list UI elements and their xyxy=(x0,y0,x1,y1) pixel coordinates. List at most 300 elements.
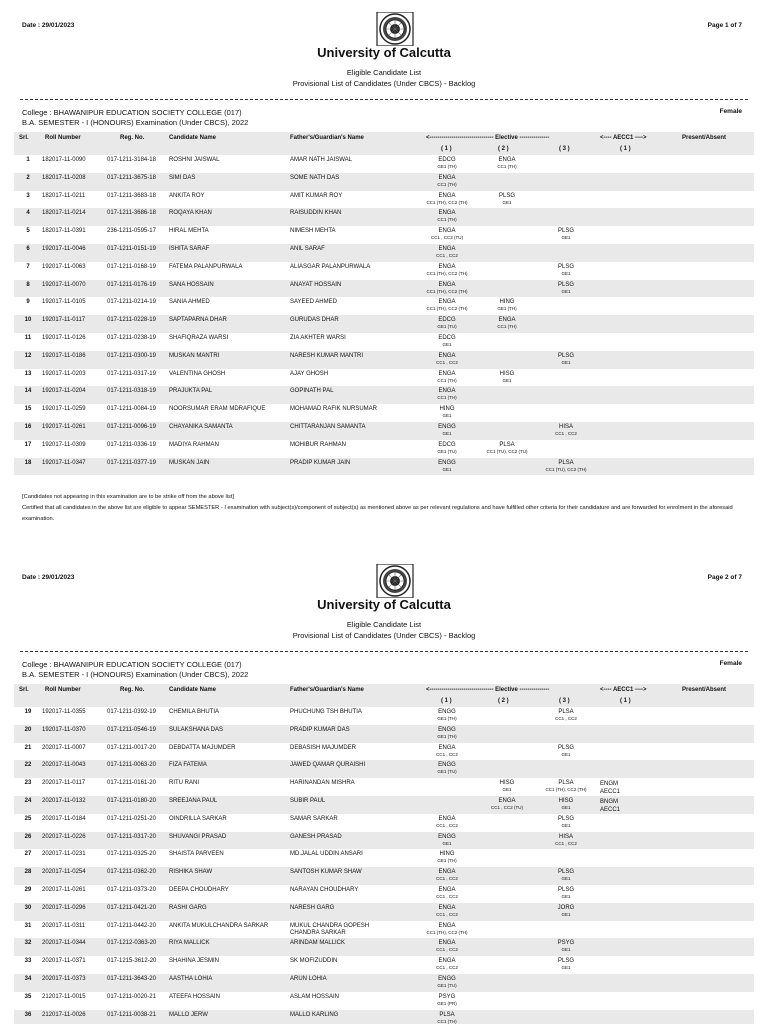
roll-number: 192017-11-0204 xyxy=(42,388,86,395)
elective-3-code: PLSG xyxy=(557,228,574,235)
guardian-name: RAISUDDIN KHAN xyxy=(290,210,342,217)
elective-1-code: ENGA xyxy=(438,192,456,199)
candidate-name: DEEPA CHOUDHARY xyxy=(169,886,229,893)
elective-1-papers: GE1 (TH) xyxy=(437,164,457,169)
registration-number: 017-1211-0373-20 xyxy=(107,886,156,893)
roll-number: 192017-11-0203 xyxy=(42,370,86,377)
elective-1-papers: CC1 (TH) xyxy=(437,395,457,401)
guardian-name: ASLAM HOSSAIN xyxy=(290,993,340,1000)
elective-3-papers: GE1 xyxy=(561,235,571,241)
elective-1 xyxy=(412,780,482,781)
elective-2 xyxy=(474,317,540,329)
table-row xyxy=(14,707,754,725)
elective-1-papers: GE1 xyxy=(442,430,452,436)
guardian-name: CHITTARANJAN SAMANTA xyxy=(290,423,366,430)
serial-number: 14 xyxy=(24,388,32,395)
elective-1-papers: CC1 (TH), CC2 (TH) xyxy=(426,306,468,312)
table-row xyxy=(14,921,754,939)
elective-3-code: PLSG xyxy=(557,815,574,822)
registration-number: 017-1211-0176-19 xyxy=(107,281,156,288)
col-e3: ( 3 ) xyxy=(559,146,570,152)
aecc-subject: BNGM AECC1 xyxy=(600,798,621,813)
col-aecc: <---- AECC1 ----> xyxy=(600,687,647,693)
elective-2 xyxy=(474,353,540,354)
elective-3-papers: CC1 (TH), CC2 (TH) xyxy=(545,787,587,793)
elective-3 xyxy=(534,424,598,436)
serial-number: 11 xyxy=(24,334,32,341)
elective-1-papers: GE1 xyxy=(442,840,452,846)
elective-3-papers: CC1 , CC2 xyxy=(555,430,577,436)
table-row xyxy=(14,796,754,814)
candidate-name: CHEMILA BHUTIA xyxy=(169,709,220,715)
elective-2-code: HISG xyxy=(499,780,515,787)
divider xyxy=(20,99,748,100)
serial-number: 21 xyxy=(24,744,32,751)
elective-1-code: EDCG xyxy=(438,317,456,324)
registration-number: 236-1211-0595-17 xyxy=(107,228,156,235)
elective-2 xyxy=(474,958,540,959)
candidate-name: RASHI GARG xyxy=(169,904,207,911)
candidate-name: SHAHINA JESMIN xyxy=(169,958,220,965)
elective-1-code: ENGA xyxy=(438,352,456,359)
elective-1-papers: CC1 (TH), CC2 (TH) xyxy=(426,929,468,935)
serial-number: 1 xyxy=(26,157,30,163)
registration-number: 017-1212-0363-20 xyxy=(107,940,157,947)
guardian-name: ANIL SARAF xyxy=(290,245,325,252)
elective-1-papers: CC1 , CC2 xyxy=(436,252,458,258)
candidate-name: SREEJANA PAUL xyxy=(169,797,218,804)
elective-3-code: HISA xyxy=(558,833,573,840)
registration-number: 017-1211-0546-19 xyxy=(107,726,156,733)
elective-1 xyxy=(412,388,482,400)
elective-3-papers: GE1 xyxy=(561,804,571,810)
table-row xyxy=(14,725,754,743)
serial-number: 34 xyxy=(24,975,32,982)
elective-3 xyxy=(534,264,598,276)
university-seal-icon xyxy=(375,12,415,46)
guardian-name: GOPINATH PAL xyxy=(290,388,334,395)
roll-number: 182017-11-0211 xyxy=(42,192,86,199)
elective-1-code: ENGA xyxy=(438,263,456,270)
serial-number: 6 xyxy=(26,245,30,252)
elective-3-code: PLSA xyxy=(558,709,574,715)
guardian-name: NARESH KUMAR MANTRI xyxy=(290,352,364,359)
serial-number: 17 xyxy=(24,441,32,448)
elective-2 xyxy=(474,923,540,924)
serial-number: 35 xyxy=(24,993,32,1000)
elective-3 xyxy=(534,745,598,757)
guardian-name: PRADIP KUMAR DAS xyxy=(290,726,350,733)
elective-1-papers: CC1 , CC2 xyxy=(436,359,458,365)
registration-number: 017-1211-0168-19 xyxy=(107,263,156,270)
elective-1 xyxy=(412,834,482,846)
elective-1-papers: CC1 , CC2 xyxy=(436,876,458,882)
elective-1 xyxy=(412,851,482,863)
elective-1-code: ENGA xyxy=(438,815,456,822)
elective-3-papers: GE1 xyxy=(561,965,571,971)
elective-2 xyxy=(474,780,540,792)
candidate-name: SAPTAPARNA DHAR xyxy=(169,317,227,324)
gender-label: Female xyxy=(719,660,742,667)
elective-1-code: ENGG xyxy=(438,459,456,466)
elective-3-papers: GE1 xyxy=(561,288,571,294)
col-elective: <-------------------------------- Elective --------------- xyxy=(426,687,550,693)
elective-2 xyxy=(474,798,540,810)
elective-2 xyxy=(474,406,540,407)
elective-1 xyxy=(412,727,482,739)
roll-number: 192017-11-0105 xyxy=(42,299,86,306)
elective-2-code: PLSA xyxy=(499,441,515,448)
serial-number: 9 xyxy=(26,299,30,306)
elective-1-code: ENGG xyxy=(438,423,456,430)
col-elective: <-------------------------------- Elective --------------- xyxy=(426,135,550,141)
candidate-name: MUSKAN MANTRI xyxy=(169,352,220,359)
elective-3-papers: GE1 xyxy=(561,911,571,917)
elective-1 xyxy=(412,157,482,169)
registration-number: 017-1211-3675-18 xyxy=(107,174,156,181)
elective-1-code: ENGG xyxy=(438,833,456,840)
report-date: Date : 29/01/2023 xyxy=(22,574,75,581)
registration-number: 017-1211-0151-19 xyxy=(107,245,156,252)
table-row xyxy=(14,262,754,280)
elective-2-papers: CC1 (TH) xyxy=(497,324,517,330)
elective-1-code: ENGG xyxy=(438,709,456,715)
candidate-name: SULAKSHANA DAS xyxy=(169,726,224,733)
candidate-name: SANIA AHMED xyxy=(169,299,210,306)
guardian-name: DEBASISH MAJUMDER xyxy=(290,744,357,751)
elective-1-code: ENGA xyxy=(438,869,456,876)
table-row xyxy=(14,155,754,173)
roll-number: 192017-11-0259 xyxy=(42,406,86,413)
candidate-name: ROQAYA KHAN xyxy=(169,210,212,217)
elective-3 xyxy=(534,994,598,995)
col-e2: ( 2 ) xyxy=(498,698,509,704)
elective-1 xyxy=(412,958,482,970)
elective-2 xyxy=(474,727,540,728)
registration-number: 017-1211-0161-20 xyxy=(107,780,156,787)
registration-number: 017-1211-0084-19 xyxy=(107,406,156,413)
elective-3-code: PSYG xyxy=(557,940,575,947)
elective-3-papers: GE1 xyxy=(561,947,571,953)
guardian-name: NIMESH MEHTA xyxy=(290,228,336,235)
registration-number: 017-1211-0096-19 xyxy=(107,423,156,430)
university-name: University of Calcutta xyxy=(317,45,451,60)
guardian-name: AJAY GHOSH xyxy=(290,370,329,377)
elective-1 xyxy=(412,193,482,205)
table-row xyxy=(14,743,754,761)
guardian-name: GANESH PRASAD xyxy=(290,833,342,840)
candidate-table xyxy=(14,707,754,1024)
candidate-name: ANKITA ROY xyxy=(169,192,205,199)
list-title: Eligible Candidate List xyxy=(346,620,422,629)
col-aecc: <---- AECC1 ----> xyxy=(600,135,647,141)
elective-3 xyxy=(534,406,598,407)
elective-1-code: ENGA xyxy=(438,281,456,288)
registration-number: 017-1211-0392-19 xyxy=(107,709,156,715)
elective-1-papers: CC1 (TH) xyxy=(437,217,457,223)
candidate-name: VALENTINA GHOSH xyxy=(169,370,226,377)
elective-1 xyxy=(412,1012,482,1024)
table-row xyxy=(14,422,754,440)
elective-2 xyxy=(474,851,540,852)
elective-2 xyxy=(474,940,540,941)
elective-3-papers: CC1 , CC2 xyxy=(555,716,577,721)
col-e1: ( 1 ) xyxy=(441,698,452,704)
elective-2-code: HISG xyxy=(499,370,515,377)
roll-number: 202017-11-0117 xyxy=(42,780,86,787)
elective-3-code: PLSA xyxy=(558,459,574,466)
candidate-name: FIZA FATEMA xyxy=(169,762,207,769)
candidate-name: SANA HOSSAIN xyxy=(169,281,214,288)
serial-number: 24 xyxy=(24,797,32,804)
guardian-name: AMIT KUMAR ROY xyxy=(290,192,343,199)
roll-number: 202017-11-0373 xyxy=(42,975,86,982)
registration-number: 017-1211-0214-19 xyxy=(107,299,156,306)
elective-1 xyxy=(412,905,482,917)
elective-1 xyxy=(412,406,482,418)
elective-1 xyxy=(412,976,482,988)
roll-number: 202017-11-0184 xyxy=(42,815,86,822)
elective-2 xyxy=(474,228,540,229)
candidate-name: AASTHA LOHIA xyxy=(169,975,213,982)
table-row xyxy=(14,885,754,903)
guardian-name: SOME NATH DAS xyxy=(290,174,340,181)
elective-3 xyxy=(534,282,598,294)
elective-1 xyxy=(412,353,482,365)
candidate-name: SIMI DAS xyxy=(169,174,196,181)
elective-1-papers: CC1 , CC2 xyxy=(436,911,458,917)
guardian-name: PHUCHUNG TSH BHUTIA xyxy=(290,709,362,715)
elective-1-code: ENGA xyxy=(438,904,456,911)
col-a1: ( 1 ) xyxy=(620,146,631,152)
col-a1: ( 1 ) xyxy=(620,698,631,704)
elective-1-papers: GE1 xyxy=(442,341,452,347)
table-row xyxy=(14,244,754,262)
elective-2-code: ENGA xyxy=(498,317,516,324)
elective-3-papers: GE1 xyxy=(561,822,571,828)
elective-2 xyxy=(474,460,540,461)
elective-3-papers: CC1 (TU), CC2 (TH) xyxy=(545,466,587,472)
guardian-name: SAMAR SARKAR xyxy=(290,815,338,822)
guardian-name: ARUN LOHIA xyxy=(290,975,327,982)
roll-number: 212017-11-0015 xyxy=(42,993,86,1000)
guardian-name: MD.JALAL UDDIN ANSARI xyxy=(290,851,363,858)
serial-number: 29 xyxy=(24,886,32,893)
elective-1 xyxy=(412,887,482,899)
guardian-name: MALLO KARLING xyxy=(290,1011,339,1018)
elective-3 xyxy=(534,940,598,952)
elective-1-papers: GE1 (TU) xyxy=(437,982,457,988)
elective-1-code: ENGA xyxy=(438,245,456,252)
candidate-name: SHAISTA PARVEEN xyxy=(169,851,224,858)
elective-1-papers: GE1 xyxy=(442,413,452,419)
elective-1-papers: GE1 (TU) xyxy=(437,769,457,775)
elective-3-code: PLSG xyxy=(557,744,574,751)
elective-2 xyxy=(474,264,540,265)
serial-number: 4 xyxy=(26,210,30,217)
candidate-name: ISHITA SARAF xyxy=(169,245,210,252)
table-header xyxy=(14,132,754,155)
guardian-name: MUKUL CHANDRA GOPESH CHANDRA SARKAR xyxy=(290,922,370,936)
guardian-name: SUBIR PAUL xyxy=(290,797,326,804)
elective-2-papers: CC1 (TU), CC2 (TU) xyxy=(486,448,528,454)
elective-1-code: ENGG xyxy=(438,726,456,733)
registration-number: 017-1211-3686-18 xyxy=(107,210,156,217)
elective-1 xyxy=(412,371,482,383)
elective-1-code: HING xyxy=(439,406,455,413)
elective-1-code: ENGA xyxy=(438,886,456,893)
serial-number: 36 xyxy=(24,1011,32,1018)
elective-1-papers: CC1 (TH), CC2 (TH) xyxy=(426,199,468,205)
serial-number: 20 xyxy=(24,726,32,733)
elective-1 xyxy=(412,762,482,774)
serial-number: 7 xyxy=(26,263,30,270)
registration-number: 017-1211-0362-20 xyxy=(107,869,156,876)
college-name: College : BHAWANIPUR EDUCATION SOCIETY COLLEGE (017) xyxy=(22,660,242,669)
elective-2 xyxy=(474,282,540,283)
elective-1-code: ENGA xyxy=(438,210,456,217)
elective-1-code: ENGA xyxy=(438,958,456,965)
elective-1-papers: CC1 , CC2 xyxy=(436,751,458,757)
table-row xyxy=(14,333,754,351)
elective-1-code: ENGA xyxy=(438,744,456,751)
roll-number: 202017-11-0296 xyxy=(42,904,86,911)
elective-1-papers: GE1 (TU) xyxy=(437,448,457,454)
guardian-name: HARINANDAN MISHRA xyxy=(290,780,355,787)
elective-2 xyxy=(474,210,540,211)
list-subtitle: Provisional List of Candidates (Under CBCS) - Backlog xyxy=(292,79,476,88)
guardian-name: SANTOSH KUMAR SHAW xyxy=(290,869,362,876)
elective-3-code: PLSG xyxy=(557,869,574,876)
col-reg: Reg. No. xyxy=(120,687,145,693)
university-name: University of Calcutta xyxy=(317,597,451,612)
serial-number: 18 xyxy=(24,459,32,466)
table-header xyxy=(14,684,754,707)
registration-number: 017-1211-0325-20 xyxy=(107,851,156,858)
roll-number: 202017-11-0344 xyxy=(42,940,86,947)
table-row xyxy=(14,226,754,244)
candidate-name: RITU RANI xyxy=(169,780,199,787)
elective-1-papers: GE1 (TH) xyxy=(437,716,457,721)
table-row xyxy=(14,208,754,226)
col-e3: ( 3 ) xyxy=(559,698,570,704)
table-row xyxy=(14,191,754,209)
aecc-subject: ENGM AECC1 xyxy=(600,781,621,796)
elective-2 xyxy=(474,424,540,425)
serial-number: 19 xyxy=(24,709,32,715)
registration-number: 017-1211-0228-19 xyxy=(107,317,156,324)
guardian-name: MOHAMAD RAFIK NURSUMAR xyxy=(290,406,378,413)
serial-number: 10 xyxy=(24,317,32,324)
footer-note: [Candidates not appearing in this examination are to be strike off from the above list] xyxy=(22,494,235,500)
roll-number: 202017-11-0226 xyxy=(42,833,86,840)
elective-3 xyxy=(534,905,598,917)
col-roll: Roll Number xyxy=(45,687,81,693)
elective-3 xyxy=(534,816,598,828)
roll-number: 202017-11-0371 xyxy=(42,958,86,965)
elective-2-papers: GE1 xyxy=(502,199,512,205)
table-row xyxy=(14,938,754,956)
candidate-name: MALLO JERW xyxy=(169,1011,208,1018)
elective-1-papers: CC1 (TH), CC2 (TH) xyxy=(426,288,468,294)
elective-2 xyxy=(474,335,540,336)
elective-1-code: ENGA xyxy=(438,388,456,395)
elective-1-papers: CC1 (TH) xyxy=(437,1018,457,1024)
college-name: College : BHAWANIPUR EDUCATION SOCIETY COLLEGE (017) xyxy=(22,108,242,117)
elective-3 xyxy=(534,228,598,240)
elective-2 xyxy=(474,905,540,906)
registration-number: 017-1215-3612-20 xyxy=(107,958,157,965)
guardian-name: NARESH GARG xyxy=(290,904,335,911)
elective-3-code: JORG xyxy=(557,904,575,911)
exam-name: B.A. SEMESTER - I (HONOURS) Examination (Under CBCS), 2022 xyxy=(22,670,249,679)
guardian-name: AMAR NATH JAISWAL xyxy=(290,157,353,163)
elective-3 xyxy=(534,1012,598,1013)
serial-number: 2 xyxy=(26,174,30,181)
registration-number: 017-1211-0336-19 xyxy=(107,441,156,448)
candidate-name: ATEEFA HOSSAIN xyxy=(169,993,220,1000)
elective-1 xyxy=(412,335,482,347)
elective-2-code: ENGA xyxy=(498,797,516,804)
roll-number: 182017-11-0208 xyxy=(42,174,86,181)
elective-1 xyxy=(412,816,482,828)
registration-number: 017-1211-0180-20 xyxy=(107,797,156,804)
elective-1-papers: CC1 , CC2 xyxy=(436,822,458,828)
serial-number: 12 xyxy=(24,352,32,359)
serial-number: 31 xyxy=(24,922,32,929)
elective-1 xyxy=(412,299,482,311)
registration-number: 017-1211-0318-19 xyxy=(107,388,156,395)
table-row xyxy=(14,903,754,921)
roll-number: 202017-11-0231 xyxy=(42,851,86,858)
candidate-name: MUSKAN JAIN xyxy=(169,459,210,466)
registration-number: 017-1211-3643-20 xyxy=(107,975,156,982)
elective-2-code: ENGA xyxy=(498,157,516,163)
col-father: Father's/Guardian's Name xyxy=(290,687,364,693)
elective-1-papers: GE1 xyxy=(442,466,452,472)
roll-number: 202017-11-0261 xyxy=(42,886,86,893)
guardian-name: ANAYAT HOSSAIN xyxy=(290,281,342,288)
roll-number: 182017-11-0214 xyxy=(42,210,86,217)
page-number: Page 2 of 7 xyxy=(707,574,742,581)
roll-number: 182017-11-0090 xyxy=(42,157,86,163)
elective-1-code: ENGA xyxy=(438,228,456,235)
elective-2 xyxy=(474,442,540,454)
divider xyxy=(20,651,748,652)
candidate-name: RISHIKA SHAW xyxy=(169,869,213,876)
registration-number: 017-1211-0251-20 xyxy=(107,815,156,822)
table-row xyxy=(14,832,754,850)
elective-3 xyxy=(534,353,598,365)
elective-3 xyxy=(534,388,598,389)
roll-number: 202017-11-0132 xyxy=(42,797,86,804)
registration-number: 017-1211-0421-20 xyxy=(107,904,156,911)
university-seal-icon xyxy=(375,564,415,598)
elective-3 xyxy=(534,727,598,728)
guardian-name: ZIA AKHTER WARSI xyxy=(290,334,346,341)
elective-1-code: ENGG xyxy=(438,975,456,982)
elective-2 xyxy=(474,1012,540,1013)
elective-1-code: ENGA xyxy=(438,299,456,306)
elective-1-papers: GE1 (TH) xyxy=(437,733,457,739)
serial-number: 32 xyxy=(24,940,32,947)
elective-1 xyxy=(412,264,482,276)
roll-number: 192017-11-0186 xyxy=(42,352,86,359)
elective-1-papers: GE1 (TU) xyxy=(437,324,457,330)
serial-number: 5 xyxy=(26,228,30,235)
elective-2 xyxy=(474,762,540,763)
serial-number: 15 xyxy=(24,406,32,413)
